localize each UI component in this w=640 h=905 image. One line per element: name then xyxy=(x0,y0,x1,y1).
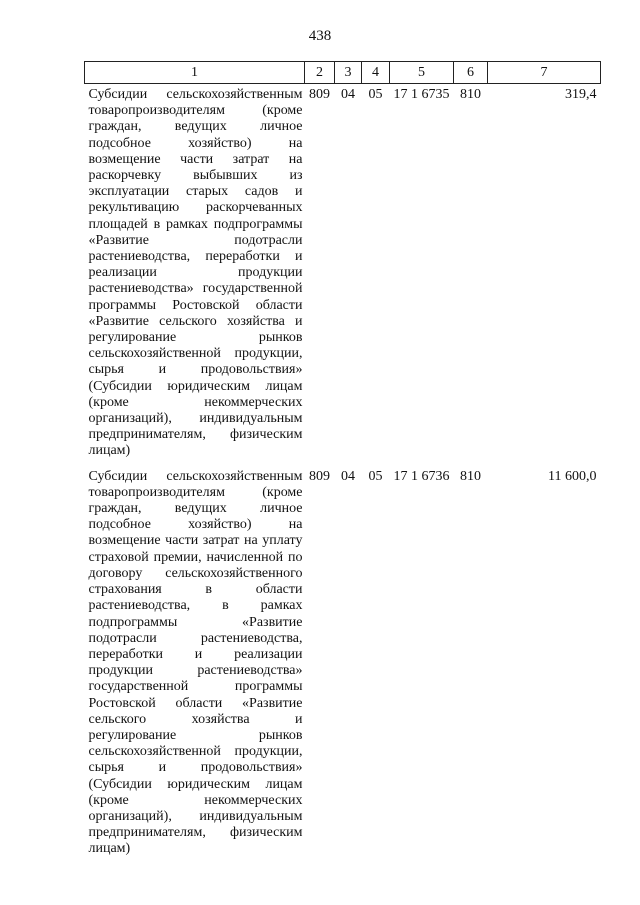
header-col-1: 1 xyxy=(85,62,305,84)
row-section-code: 04 xyxy=(341,468,355,484)
row-subsection-code: 05 xyxy=(368,87,383,102)
table-row xyxy=(85,466,601,864)
row-expense-type: 810 xyxy=(460,87,481,102)
header-col-6: 6 xyxy=(454,62,488,84)
header-col-5: 5 xyxy=(390,62,454,84)
row-subsection-code: 05 xyxy=(368,468,383,484)
header-col-3: 3 xyxy=(335,62,362,84)
row-amount: 11 600,0 xyxy=(548,468,597,484)
row-ministry-code: 809 xyxy=(309,468,330,484)
row-target-code: 17 1 6736 xyxy=(393,468,450,484)
row-section-code: 04 xyxy=(341,87,355,102)
row-amount: 319,4 xyxy=(565,87,597,102)
page-number: 438 xyxy=(308,28,332,44)
row-ministry-code: 809 xyxy=(309,87,330,102)
budget-table xyxy=(84,61,601,864)
table-row xyxy=(85,84,601,466)
header-col-2: 2 xyxy=(305,62,335,84)
row-description: Субсидии сельскохозяйственным товаропроизводителям (кроме граждан, ведущих личное подсобное хозяйство) на возмещение части затрат на раскорчевку выбывших из эксплуатации старых садов и рекультивацию раскорчеванных площадей в рамках подпрограммы «Развитие подотрасли растениеводства, переработки и реализации продукции растениеводства» государственной программы Ростовской области «Развитие сельского хозяйства и регулирование рынков сельскохозяйственной продукции, сырья и продовольствия» (Субсидии юридическим лицам (кроме некоммерческих организаций), индивидуальным предпринимателям, физическим лицам) xyxy=(88,87,303,459)
header-row xyxy=(85,62,601,84)
row-target-code: 17 1 6735 xyxy=(393,87,450,102)
row-expense-type: 810 xyxy=(460,468,481,484)
header-col-4: 4 xyxy=(362,62,390,84)
header-col-7: 7 xyxy=(488,62,601,84)
row-description: Субсидии сельскохозяйственным товаропроизводителям (кроме граждан, ведущих личное подсобное хозяйство) на возмещение части затрат на уплату страховой премии, начисленной по договору сельскохозяйственного страхования в области растениеводства, в рамках подпрограммы «Развитие подотрасли растениеводства, переработки и реализации продукции растениеводства» государственной программы Ростовской области «Развитие сельского хозяйства и регулирование рынков сельскохозяйственной продукции, сырья и продовольствия» (Субсидии юридическим лицам (кроме некоммерческих организаций), индивидуальным предпринимателям, физическим лицам) xyxy=(88,468,303,857)
